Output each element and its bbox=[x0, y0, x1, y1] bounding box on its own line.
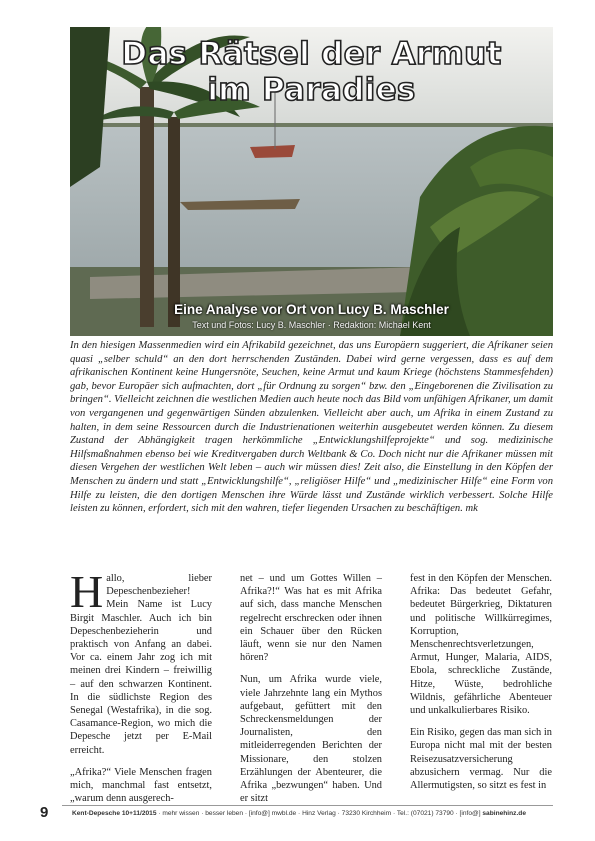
footer-line bbox=[72, 810, 557, 817]
footer-info: · mehr wissen · besser leben · [info@] mwbl.de · Hinz Verlag · 73230 Kirchheim · Tel.: (07021) 73790 · [info@] bbox=[156, 810, 483, 817]
col1-paragraph-2: „Afrika?“ Viele Menschen fragen mich, manchmal fast entsetzt, „warum denn ausgerech- bbox=[70, 766, 212, 805]
body-column-2 bbox=[240, 572, 382, 814]
intro-paragraph: In den hiesigen Massenmedien wird ein Afrikabild gezeichnet, das uns Europäern suggeriert, die Afrikaner seien quasi „selber schuld“ an den dort herrschenden Zuständen. Dabei wird gerne vergessen, dass es auf dem afrikanischen Kontinent keine Hungersnöte, Seuchen, keine Armut und kaum Kriege (höchstens Stammesfehden) gab, bevor Europäer sich aufmachten, dort „für Ordnung zu sorgen“ bzw. den „Eingeborenen die Zivilisation zu bringen“. Vielleicht zeichnen die westlichen Medien auch heute noch das Bild vom unfähigen Afrikaner, um damit von vergangenen und gegenwärtigen Sünden abzulenken. Vielleicht aber auch, um Afrika in einem Zustand zu halten, in dem seine Ressourcen durch die Industrienationen weiterhin ausgebeutet werden können. Zu diesem Zustand der Abhängigkeit tragen herkömmliche „Entwicklungshilfeprojekte“ und sog. medizinische Hilfsmaßnahmen ebenso bei wie Kreditvergaben durch Weltbank & Co. Doch nicht nur die Afrikaner müssen mit diesen Vergehen der westlichen Welt leben – auch wir müssen dies! Zeit also, die Einstellung in den Köpfen der Menschen zu ändern und statt „Entwicklungshilfe“, „religiöser Hilfe“ und „medizinischer Hilfe“ eine Form von Hilfe zu leisten, die den dortigen Menschen ihre Würde lässt und Zustände wirklich verbessert. Solche Hilfe leisten zu können, erfordert, sich mit den wahren, tiefer liegenden Ursachen zu beschäftigen. mk bbox=[70, 340, 553, 515]
title-line-1: Das Rätsel der Armut bbox=[121, 36, 502, 72]
photo-credits: Text und Fotos: Lucy B. Maschler · Redaktion: Michael Kent bbox=[192, 320, 431, 330]
col3-paragraph-2: Ein Risiko, gegen das man sich in Europa nicht mal mit der besten Reisezusatzversicherung abzusichern vermag. Nur die Allermutigsten, so sitzt es fest in bbox=[410, 727, 552, 792]
body-column-1 bbox=[70, 566, 212, 814]
col1-paragraph-1 bbox=[70, 566, 212, 757]
body-column-3 bbox=[410, 572, 552, 801]
footer-site: sabinehinz.de bbox=[482, 810, 526, 817]
article-title bbox=[70, 36, 553, 108]
article-subtitle: Eine Analyse vor Ort von Lucy B. Maschler bbox=[174, 302, 449, 317]
col2-paragraph-2: Nun, um Afrika wurde viele, viele Jahrzehnte lang ein Mythos aufgebaut, gefüttert mit den Schreckensmeldungen der Journalisten, den mitleiderregenden Berichten der Missionare, den stolzen Erzählungen der Abenteurer, die Afrika „bezwungen“ haben. Und er sitzt bbox=[240, 674, 382, 805]
page-number: 9 bbox=[40, 804, 49, 821]
col3-paragraph-1: fest in den Köpfen der Menschen. Afrika: Das bedeutet Gefahr, bedeutet Bürgerkrieg, Diktaturen und politische Willkürregimes, Korruption, Menschenrechtsverletzungen, Armut, Hunger, Malaria, AIDS, Ebola, schreckliche Zustände, Hitze, Wüste, bedrohliche Wildnis, gefährliche Abenteuer und unkalkulierbares Risiko. bbox=[410, 573, 552, 717]
title-line-2: im Paradies bbox=[207, 72, 416, 108]
footer-divider bbox=[62, 805, 553, 806]
drop-cap: H bbox=[70, 566, 104, 617]
col2-paragraph-1: net – und um Gottes Willen – Afrika?!“ Was hat es mit Afrika auf sich, dass manche Menschen regelrecht erschrecken oder ihnen ein Schauer über den Rücken läuft, wenn sie nur den Namen hören? bbox=[240, 573, 382, 664]
footer-publication: Kent-Depesche 10+11/2015 bbox=[72, 810, 157, 817]
col1-paragraph-1-text: allo, lieber Depeschenbezieher! Mein Name ist Lucy Birgit Maschler. Auch ich bin Depeschenbezieherin und praktisch von Anfang an dabei. Vor ca. einem Jahr zog ich mit meinen drei Kindern – freiwillig – auf den schwarzen Kontinent. In die südlichste Region des Senegal (Westafrika), in die sog. Casamance-Region, wo mich die Depesche jetzt per E-Mail erreicht. bbox=[70, 573, 212, 756]
hero-photo bbox=[70, 27, 553, 336]
